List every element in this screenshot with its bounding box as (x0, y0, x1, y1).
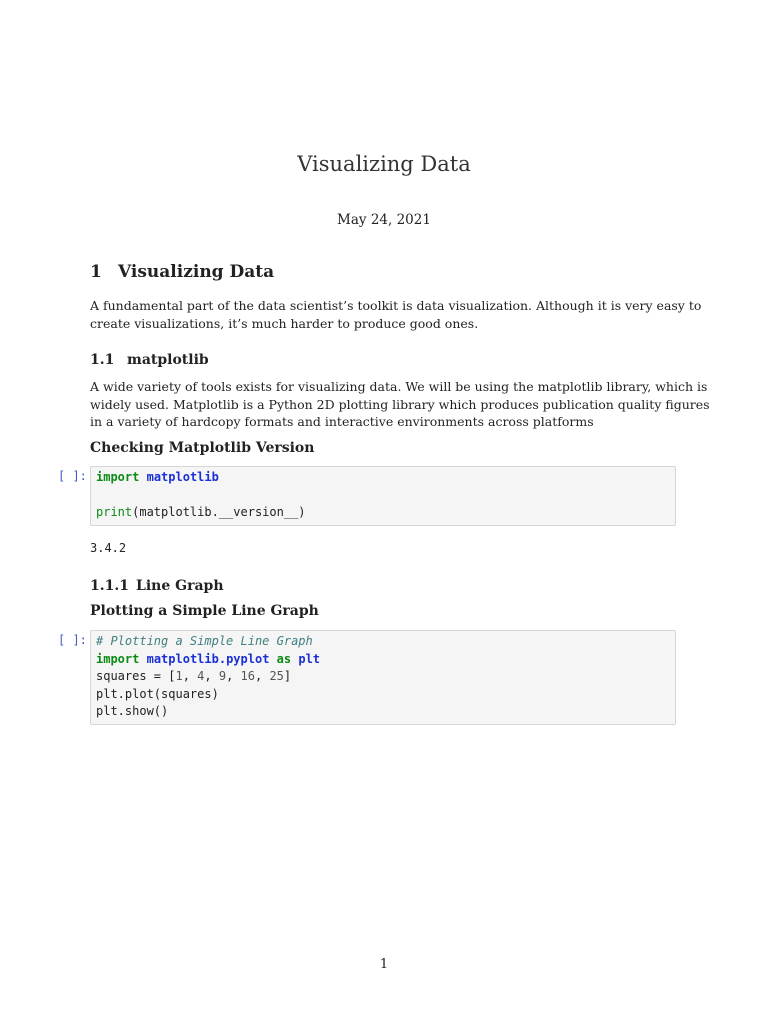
cell-1-output: 3.4.2 (90, 541, 127, 555)
number-literal: 1 (175, 669, 183, 683)
number-literal: 25 (269, 669, 284, 683)
builtin-function: print (96, 505, 133, 519)
paragraph-line: A wide variety of tools exists for visualizing data. We will be using the matplotlib library, which is (90, 379, 708, 394)
number-literal: 16 (240, 669, 255, 683)
keyword: as (276, 651, 292, 666)
code-cell-2[interactable] (90, 630, 676, 725)
code-line: squares = [1, 4, 9, 16, 25] (96, 669, 292, 683)
code-text: squares = [ (96, 669, 176, 683)
subsection-number: 1.1 (90, 352, 115, 368)
code-line (96, 469, 670, 487)
code-line (96, 651, 670, 669)
section-1-heading (90, 261, 274, 283)
section-1-1-1-heading (90, 577, 224, 595)
paragraph-line: A fundamental part of the data scientist’s toolkit is data visualization. Although it is very easy to (90, 298, 702, 313)
keyword: import (96, 651, 140, 666)
module-name: matplotlib (146, 470, 219, 484)
subsubsection-title: Line Graph (136, 578, 224, 594)
checking-version-heading: Checking Matplotlib Version (90, 440, 315, 456)
number-literal: 9 (218, 669, 227, 683)
document-title: Visualizing Data (297, 152, 471, 176)
code-line (96, 633, 670, 651)
subsection-title: matplotlib (127, 352, 209, 368)
code-line (96, 504, 670, 522)
module-name: matplotlib.pyplot (146, 651, 270, 666)
document-date: May 24, 2021 (337, 212, 431, 228)
section-1-1-heading (90, 351, 209, 369)
code-comment: # Plotting a Simple Line Graph (96, 634, 313, 648)
cell-1-prompt: [ ]: (58, 469, 87, 483)
paragraph-line: widely used. Matplotlib is a Python 2D plotting library which produces publication quality figures (90, 396, 710, 412)
module-alias: plt (298, 651, 321, 666)
code-text: (matplotlib.__version__) (132, 505, 306, 519)
section-1-1-paragraph (90, 378, 710, 431)
number-literal: 4 (197, 669, 205, 683)
subsubsection-number: 1.1.1 (90, 578, 129, 594)
code-cell-1[interactable] (90, 466, 676, 526)
code-line-blank (96, 487, 670, 505)
section-title: Visualizing Data (118, 262, 275, 282)
section-1-paragraph (90, 297, 702, 332)
keyword: import (96, 470, 140, 484)
section-number: 1 (90, 262, 102, 282)
cell-2-prompt: [ ]: (58, 633, 87, 647)
code-line: plt.plot(squares) (96, 686, 219, 701)
paragraph-line: in a variety of hardcopy formats and interactive environments across platforms (90, 414, 594, 429)
code-line: plt.show() (96, 704, 169, 718)
page-number: 1 (379, 957, 389, 972)
plotting-heading: Plotting a Simple Line Graph (90, 603, 319, 619)
paragraph-line: create visualizations, it’s much harder to produce good ones. (90, 315, 479, 331)
